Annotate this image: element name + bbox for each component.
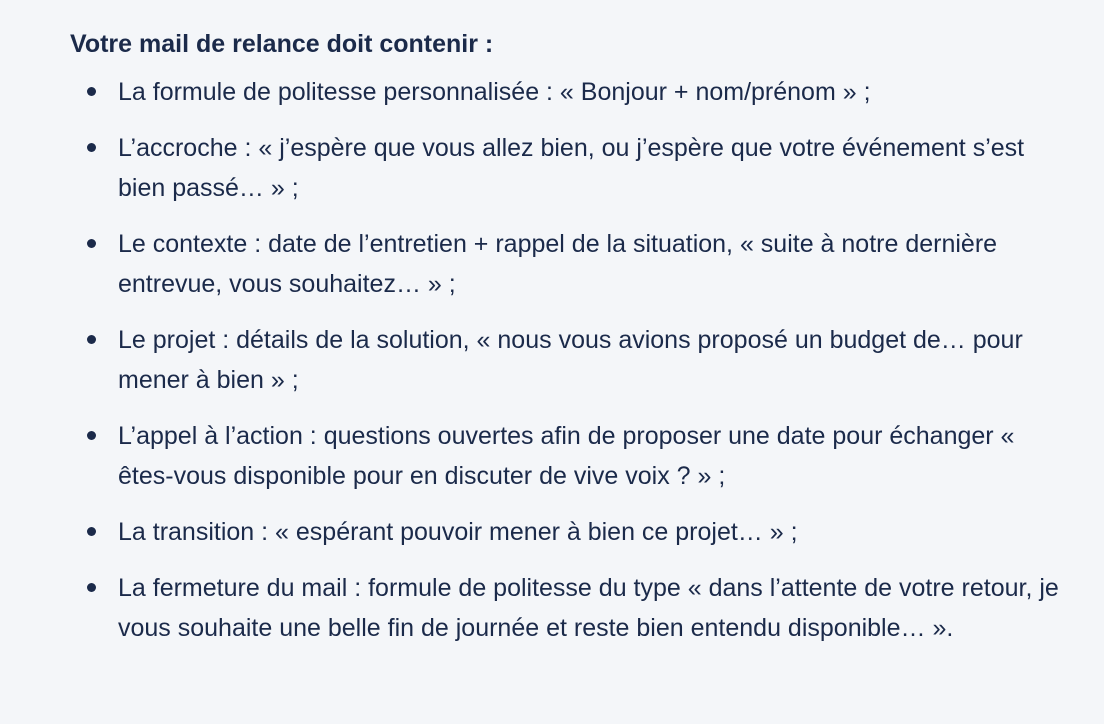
bullet-icon — [87, 335, 96, 344]
list-item — [70, 512, 1064, 552]
bullet-icon — [87, 143, 96, 152]
list-item — [70, 72, 1064, 112]
list-item-text: La transition : « espérant pouvoir mener à bien ce projet… » ; — [118, 518, 798, 546]
list-item — [70, 568, 1064, 648]
bullet-icon — [87, 431, 96, 440]
requirements-list — [70, 72, 1064, 648]
list-item — [70, 128, 1064, 208]
list-item-text: La formule de politesse personnalisée : « Bonjour + nom/prénom » ; — [118, 78, 871, 106]
section-heading: Votre mail de relance doit contenir : — [70, 30, 494, 58]
list-item-text: Le contexte : date de l’entretien + rappel de la situation, « suite à notre dernière entrevue, vous souhaitez… » ; — [118, 230, 998, 298]
bullet-icon — [87, 239, 96, 248]
list-item-text: La fermeture du mail : formule de politesse du type « dans l’attente de votre retour, je vous souhaite une belle fin de journée et reste bien entendu disponible… ». — [118, 574, 1059, 642]
bullet-icon — [87, 87, 96, 96]
list-item-text: L’appel à l’action : questions ouvertes afin de proposer une date pour échanger « êtes-vous disponible pour en discuter de vive voix ? » ; — [118, 422, 1015, 490]
bullet-icon — [87, 527, 96, 536]
list-item — [70, 416, 1064, 496]
bullet-icon — [87, 583, 96, 592]
list-item-text: L’accroche : « j’espère que vous allez bien, ou j’espère que votre événement s’est bien passé… » ; — [118, 134, 1025, 202]
list-item-text: Le projet : détails de la solution, « nous vous avions proposé un budget de… pour mener à bien » ; — [118, 326, 1023, 394]
list-item — [70, 224, 1064, 304]
list-item — [70, 320, 1064, 400]
